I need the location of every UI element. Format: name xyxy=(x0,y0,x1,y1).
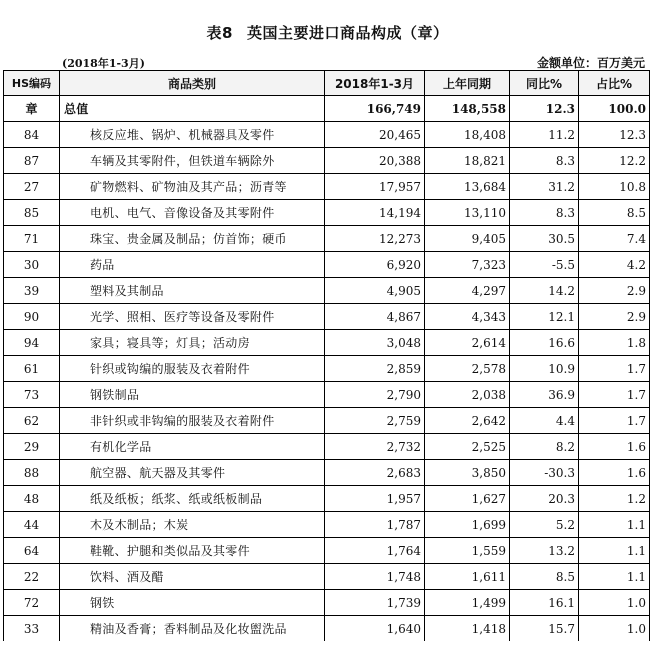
row-hs-code: 64 xyxy=(4,538,60,564)
row-hs-code: 62 xyxy=(4,408,60,434)
row-hs-code: 90 xyxy=(4,304,60,330)
row-previous: 4,297 xyxy=(425,278,510,304)
row-current: 20,465 xyxy=(325,122,425,148)
import-composition-table xyxy=(3,70,650,641)
table-row xyxy=(4,408,650,434)
row-share: 1.1 xyxy=(579,512,650,538)
row-previous: 1,559 xyxy=(425,538,510,564)
row-share: 2.9 xyxy=(579,304,650,330)
table-number: 表8 xyxy=(206,24,233,42)
row-category: 纸及纸板；纸浆、纸或纸板制品 xyxy=(60,486,325,512)
table-row xyxy=(4,616,650,642)
table-row xyxy=(4,434,650,460)
row-current: 2,732 xyxy=(325,434,425,460)
row-share: 2.9 xyxy=(579,278,650,304)
row-current: 1,787 xyxy=(325,512,425,538)
row-hs-code: 73 xyxy=(4,382,60,408)
row-current: 1,748 xyxy=(325,564,425,590)
row-share: 12.2 xyxy=(579,148,650,174)
row-hs-code: 33 xyxy=(4,616,60,642)
row-category: 家具；寝具等；灯具；活动房 xyxy=(60,330,325,356)
row-current: 1,739 xyxy=(325,590,425,616)
table-row xyxy=(4,512,650,538)
row-previous: 1,499 xyxy=(425,590,510,616)
row-category: 钢铁制品 xyxy=(60,382,325,408)
total-previous: 148,558 xyxy=(425,96,510,122)
row-current: 4,867 xyxy=(325,304,425,330)
table-row xyxy=(4,252,650,278)
row-yoy: 36.9 xyxy=(510,382,579,408)
row-share: 4.2 xyxy=(579,252,650,278)
row-current: 1,640 xyxy=(325,616,425,642)
header-hs-code: HS编码 xyxy=(4,71,60,96)
row-previous: 7,323 xyxy=(425,252,510,278)
row-current: 2,790 xyxy=(325,382,425,408)
header-current-period: 2018年1-3月 xyxy=(325,71,425,96)
total-yoy: 12.3 xyxy=(510,96,579,122)
row-previous: 2,614 xyxy=(425,330,510,356)
row-previous: 9,405 xyxy=(425,226,510,252)
row-category: 矿物燃料、矿物油及其产品；沥青等 xyxy=(60,174,325,200)
row-share: 1.7 xyxy=(579,356,650,382)
table-row xyxy=(4,304,650,330)
table-row xyxy=(4,590,650,616)
row-category: 车辆及其零附件，但铁道车辆除外 xyxy=(60,148,325,174)
unit-note: 金额单位：百万美元 xyxy=(536,56,645,70)
row-hs-code: 48 xyxy=(4,486,60,512)
row-hs-code: 44 xyxy=(4,512,60,538)
row-category: 有机化学品 xyxy=(60,434,325,460)
row-share: 1.0 xyxy=(579,590,650,616)
header-category: 商品类别 xyxy=(60,71,325,96)
table-row xyxy=(4,486,650,512)
row-hs-code: 29 xyxy=(4,434,60,460)
row-previous: 18,408 xyxy=(425,122,510,148)
total-code: 章 xyxy=(4,96,60,122)
row-yoy: 11.2 xyxy=(510,122,579,148)
total-row xyxy=(4,96,650,122)
row-current: 1,764 xyxy=(325,538,425,564)
row-hs-code: 39 xyxy=(4,278,60,304)
table-row xyxy=(4,460,650,486)
row-previous: 4,343 xyxy=(425,304,510,330)
row-category: 珠宝、贵金属及制品；仿首饰；硬币 xyxy=(60,226,325,252)
row-current: 1,957 xyxy=(325,486,425,512)
table-row xyxy=(4,382,650,408)
row-hs-code: 85 xyxy=(4,200,60,226)
row-hs-code: 94 xyxy=(4,330,60,356)
row-category: 非针织或非钩编的服装及衣着附件 xyxy=(60,408,325,434)
row-previous: 1,418 xyxy=(425,616,510,642)
row-category: 核反应堆、锅炉、机械器具及零件 xyxy=(60,122,325,148)
row-previous: 2,642 xyxy=(425,408,510,434)
row-share: 1.1 xyxy=(579,564,650,590)
row-previous: 1,699 xyxy=(425,512,510,538)
row-previous: 2,578 xyxy=(425,356,510,382)
row-category: 航空器、航天器及其零件 xyxy=(60,460,325,486)
row-share: 8.5 xyxy=(579,200,650,226)
total-share: 100.0 xyxy=(579,96,650,122)
row-yoy: 31.2 xyxy=(510,174,579,200)
table-title-text: 英国主要进口商品构成（章） xyxy=(246,24,449,42)
row-share: 1.0 xyxy=(579,616,650,642)
row-current: 20,388 xyxy=(325,148,425,174)
row-current: 2,859 xyxy=(325,356,425,382)
total-current: 166,749 xyxy=(325,96,425,122)
table-row xyxy=(4,226,650,252)
table-row xyxy=(4,356,650,382)
row-current: 2,759 xyxy=(325,408,425,434)
row-yoy: 8.5 xyxy=(510,564,579,590)
row-category: 针织或钩编的服装及衣着附件 xyxy=(60,356,325,382)
header-row xyxy=(4,71,650,96)
row-yoy: 16.1 xyxy=(510,590,579,616)
row-yoy: 8.3 xyxy=(510,148,579,174)
table-row xyxy=(4,122,650,148)
table-row xyxy=(4,174,650,200)
row-category: 精油及香膏；香料制品及化妆盥洗品 xyxy=(60,616,325,642)
row-hs-code: 61 xyxy=(4,356,60,382)
row-hs-code: 30 xyxy=(4,252,60,278)
row-share: 10.8 xyxy=(579,174,650,200)
table-row xyxy=(4,200,650,226)
row-share: 1.7 xyxy=(579,408,650,434)
row-category: 鞋靴、护腿和类似品及其零件 xyxy=(60,538,325,564)
row-previous: 13,684 xyxy=(425,174,510,200)
row-yoy: 8.2 xyxy=(510,434,579,460)
row-category: 电机、电气、音像设备及其零附件 xyxy=(60,200,325,226)
row-hs-code: 27 xyxy=(4,174,60,200)
row-previous: 13,110 xyxy=(425,200,510,226)
header-previous-period: 上年同期 xyxy=(425,71,510,96)
row-share: 1.6 xyxy=(579,460,650,486)
row-category: 饮料、酒及醋 xyxy=(60,564,325,590)
row-share: 1.2 xyxy=(579,486,650,512)
row-yoy: 8.3 xyxy=(510,200,579,226)
total-name: 总值 xyxy=(60,96,325,122)
table-row xyxy=(4,330,650,356)
row-current: 12,273 xyxy=(325,226,425,252)
table-row xyxy=(4,148,650,174)
row-share: 12.3 xyxy=(579,122,650,148)
table-title xyxy=(0,22,655,43)
row-previous: 1,611 xyxy=(425,564,510,590)
row-current: 14,194 xyxy=(325,200,425,226)
row-current: 2,683 xyxy=(325,460,425,486)
row-current: 6,920 xyxy=(325,252,425,278)
row-previous: 18,821 xyxy=(425,148,510,174)
table-row xyxy=(4,278,650,304)
row-yoy: -5.5 xyxy=(510,252,579,278)
row-category: 钢铁 xyxy=(60,590,325,616)
row-category: 药品 xyxy=(60,252,325,278)
table-row xyxy=(4,564,650,590)
row-previous: 2,525 xyxy=(425,434,510,460)
row-yoy: 20.3 xyxy=(510,486,579,512)
row-hs-code: 71 xyxy=(4,226,60,252)
row-yoy: -30.3 xyxy=(510,460,579,486)
row-hs-code: 84 xyxy=(4,122,60,148)
row-previous: 1,627 xyxy=(425,486,510,512)
row-yoy: 30.5 xyxy=(510,226,579,252)
row-share: 1.8 xyxy=(579,330,650,356)
row-yoy: 13.2 xyxy=(510,538,579,564)
row-yoy: 16.6 xyxy=(510,330,579,356)
row-previous: 2,038 xyxy=(425,382,510,408)
row-previous: 3,850 xyxy=(425,460,510,486)
row-current: 4,905 xyxy=(325,278,425,304)
header-share: 占比% xyxy=(579,71,650,96)
row-share: 1.7 xyxy=(579,382,650,408)
row-category: 光学、照相、医疗等设备及零附件 xyxy=(60,304,325,330)
period-note: (2018年1-3月) xyxy=(62,57,145,70)
row-yoy: 14.2 xyxy=(510,278,579,304)
header-yoy: 同比% xyxy=(510,71,579,96)
row-yoy: 10.9 xyxy=(510,356,579,382)
row-hs-code: 88 xyxy=(4,460,60,486)
row-share: 7.4 xyxy=(579,226,650,252)
row-share: 1.6 xyxy=(579,434,650,460)
row-category: 塑料及其制品 xyxy=(60,278,325,304)
table-row xyxy=(4,538,650,564)
row-category: 木及木制品；木炭 xyxy=(60,512,325,538)
row-hs-code: 72 xyxy=(4,590,60,616)
row-yoy: 5.2 xyxy=(510,512,579,538)
row-current: 3,048 xyxy=(325,330,425,356)
row-share: 1.1 xyxy=(579,538,650,564)
row-yoy: 12.1 xyxy=(510,304,579,330)
row-current: 17,957 xyxy=(325,174,425,200)
row-yoy: 4.4 xyxy=(510,408,579,434)
row-hs-code: 87 xyxy=(4,148,60,174)
row-hs-code: 22 xyxy=(4,564,60,590)
row-yoy: 15.7 xyxy=(510,616,579,642)
